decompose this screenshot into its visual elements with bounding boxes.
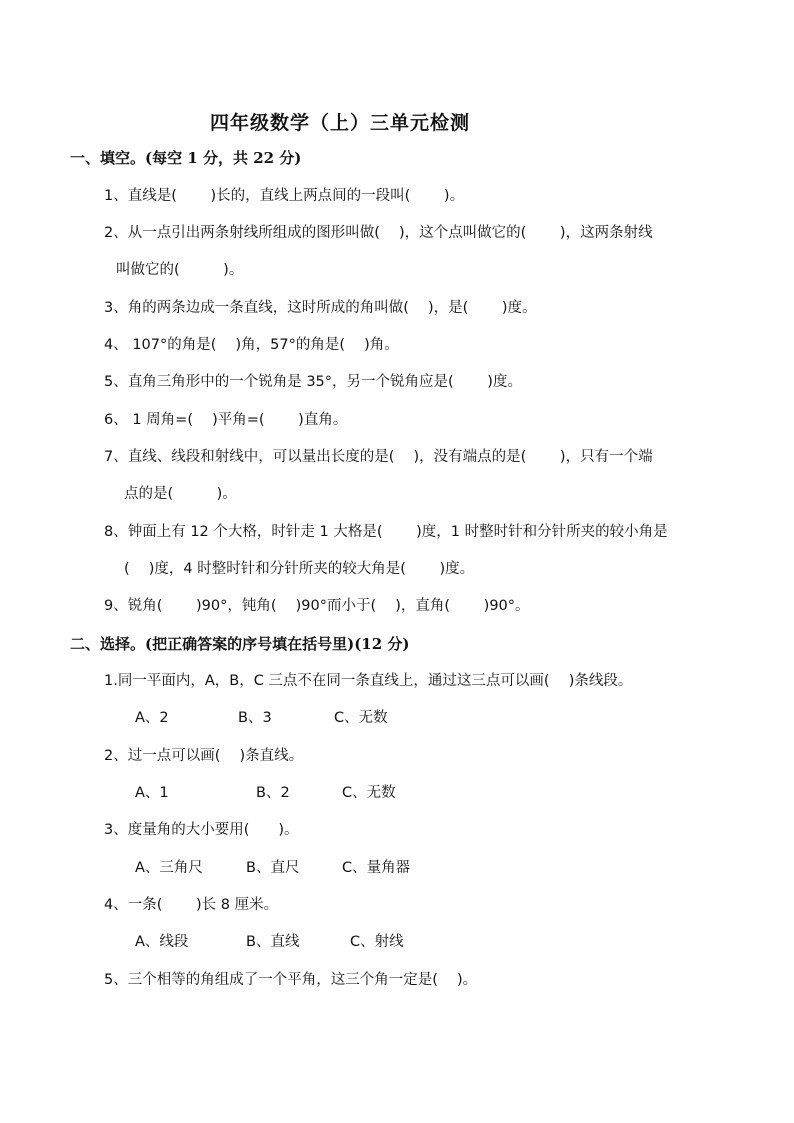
- option-a: A、线段: [135, 934, 189, 950]
- fill-question-7-cont: 点的是( )。: [124, 486, 237, 502]
- option-c: C、射线: [350, 934, 404, 950]
- choice-question-4: 4、一条( )长 8 厘米。: [104, 897, 279, 913]
- option-c: C、无数: [334, 710, 388, 726]
- choice-question-1: 1.同一平面内，A，B，C 三点不在同一条直线上，通过这三点可以画( )条线段。: [104, 673, 633, 689]
- option-b: B、直尺: [246, 860, 300, 876]
- option-c: C、无数: [342, 785, 396, 801]
- fill-question-2-cont: 叫做它的( )。: [116, 262, 244, 278]
- option-c: C、量角器: [342, 860, 411, 876]
- fill-question-4: 4、 107°的角是( )角，57°的角是( )角。: [104, 337, 399, 353]
- fill-question-7: 7、直线、线段和射线中，可以量出长度的是( )，没有端点的是( )，只有一个端: [104, 449, 653, 465]
- option-b: B、3: [238, 710, 272, 726]
- page-title: 四年级数学（上）三单元检测: [209, 112, 470, 134]
- choice-question-3: 3、度量角的大小要用( )。: [104, 822, 299, 838]
- fill-question-1: 1、直线是( )长的，直线上两点间的一段叫( )。: [104, 188, 465, 204]
- fill-question-6: 6、 1 周角=( )平角=( )直角。: [104, 412, 348, 428]
- fill-question-8-cont: ( )度，4 时整时针和分针所夹的较大角是( )度。: [124, 561, 475, 577]
- fill-question-5: 5、直角三角形中的一个锐角是 35°，另一个锐角应是( )度。: [104, 374, 522, 390]
- option-a: A、1: [135, 785, 169, 801]
- option-b: B、直线: [246, 934, 300, 950]
- choice-question-2: 2、过一点可以画( )条直线。: [104, 748, 304, 764]
- option-a: A、三角尺: [135, 860, 203, 876]
- choice-question-5: 5、三个相等的角组成了一个平角，这三个角一定是( )。: [104, 972, 478, 988]
- section-1-heading: 一、填空。(每空 1 分，共 22 分): [70, 149, 302, 167]
- option-a: A、2: [135, 710, 169, 726]
- fill-question-3: 3、角的两条边成一条直线，这时所成的角叫做( )，是( )度。: [104, 300, 537, 316]
- option-b: B、2: [256, 785, 290, 801]
- fill-question-9: 9、锐角( )90°，钝角( )90°而小于( )，直角( )90°。: [104, 598, 530, 614]
- fill-question-2: 2、从一点引出两条射线所组成的图形叫做( )，这个点叫做它的( )，这两条射线: [104, 225, 653, 241]
- section-2-heading: 二、选择。(把正确答案的序号填在括号里)(12 分): [70, 635, 410, 653]
- fill-question-8: 8、钟面上有 12 个大格，时针走 1 大格是( )度，1 时整时针和分针所夹的较小角是: [104, 524, 668, 540]
